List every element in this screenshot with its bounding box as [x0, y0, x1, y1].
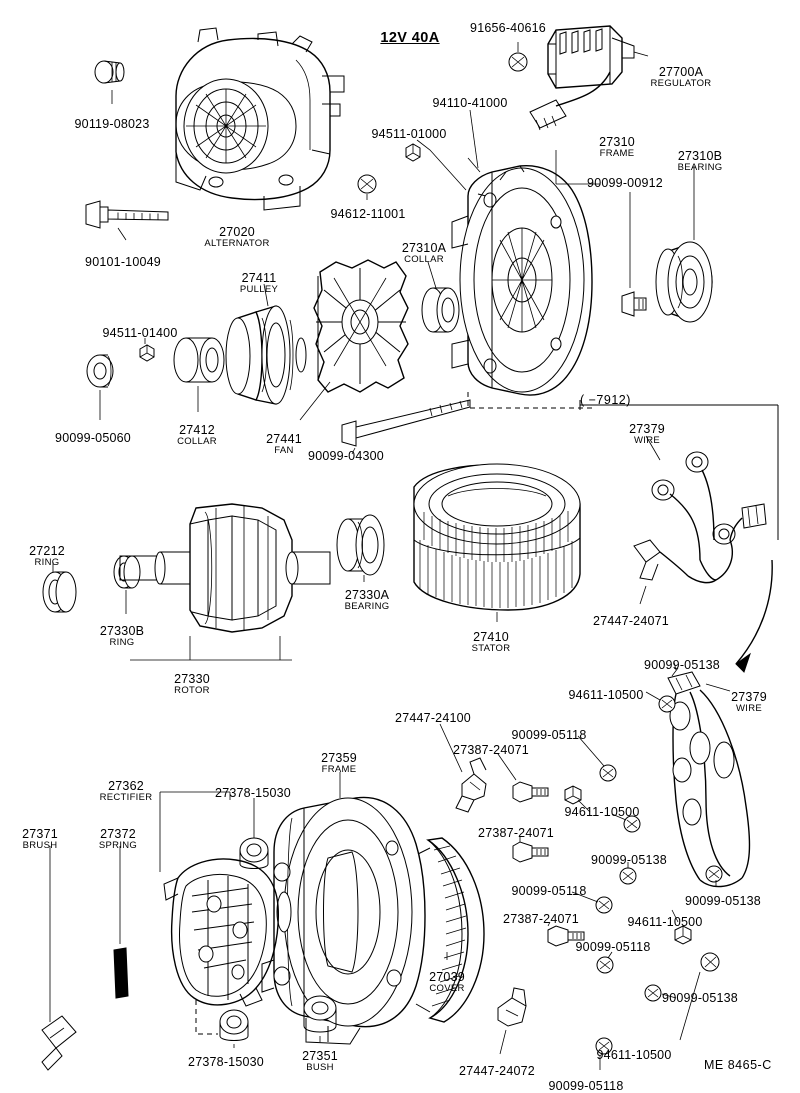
part-27379-wire-upper [634, 452, 766, 583]
part-name: FRAME [599, 148, 635, 159]
part-number: 94611-10500 [568, 688, 644, 702]
part-number: 90099-05118 [575, 940, 651, 954]
part-label-94511-01000 [372, 128, 447, 140]
part-number: 94110-41000 [432, 96, 508, 110]
part-27310A-collar [422, 288, 459, 332]
part-label-90099-04300 [308, 450, 384, 462]
part-number: 27371 [22, 827, 58, 841]
part-label-27379 [629, 423, 665, 446]
part-name: FRAME [321, 764, 357, 775]
part-name: SPRING [98, 840, 138, 851]
part-27447-24100 [456, 758, 486, 812]
part-27310-frame [452, 166, 592, 395]
part-name: ROTOR [174, 685, 210, 696]
part-27412-collar [174, 338, 224, 382]
part-94511-01000 [406, 144, 420, 161]
part-label-90099-05138 [662, 992, 738, 1004]
part-number: 90099-05118 [511, 884, 587, 898]
part-label-90099-05118 [549, 1080, 624, 1092]
part-27700A-regulator [530, 26, 634, 130]
part-number: 27310A [401, 241, 447, 255]
part-number: 27310 [599, 135, 635, 149]
part-name: WIRE [633, 435, 661, 446]
part-name: WIRE [735, 703, 763, 714]
part-number: 90099-05138 [662, 991, 738, 1005]
part-94511-01400 [140, 345, 154, 361]
part-label-27410 [472, 631, 511, 654]
part-number: 90099-05118 [511, 728, 587, 742]
part-number: 27378-15030 [188, 1055, 264, 1069]
part-label-90099-05118 [576, 941, 651, 953]
part-label-27330a [345, 589, 390, 612]
part-number: 27700A [658, 65, 704, 79]
part-number: 90101-10049 [85, 255, 161, 269]
part-27330-rotor [120, 504, 330, 632]
part-number: 90099-05138 [685, 894, 761, 908]
part-label-27387-24071 [478, 827, 554, 839]
part-name: RECTIFIER [99, 792, 153, 803]
part-number: 27387-24071 [453, 743, 529, 757]
part-number: 27410 [473, 630, 509, 644]
part-number: 90099-04300 [308, 449, 384, 463]
part-27359-frame [262, 797, 425, 1044]
part-number: 27379 [731, 690, 767, 704]
diagram-title: 12V 40A [380, 30, 440, 46]
part-label-90099-05138 [644, 659, 720, 671]
part-label-90099-05138 [685, 895, 761, 907]
part-label-27411 [240, 272, 278, 295]
part-27330B-ring [114, 556, 140, 588]
part-27371-brush [42, 1016, 76, 1070]
part-label-27372 [99, 828, 137, 851]
part-label-27700a [651, 66, 712, 89]
part-number: 90099-00912 [587, 176, 663, 190]
part-number: 27351 [302, 1049, 338, 1063]
part-27212-ring [43, 572, 76, 612]
part-label-90101-10049 [85, 256, 161, 268]
part-27410-stator [414, 464, 580, 610]
part-name: BEARING [677, 162, 723, 173]
part-number: 27212 [29, 544, 65, 558]
part-label-27351 [302, 1050, 338, 1073]
part-name: COLLAR [177, 436, 217, 447]
part-number: 27447-24071 [593, 614, 669, 628]
part-label-27441 [266, 433, 302, 456]
part-number: 27359 [321, 751, 357, 765]
part-90099-04300 [342, 400, 470, 446]
part-27020-alternator [176, 28, 344, 210]
part-label-90099-05060 [55, 432, 131, 444]
part-name: BUSH [306, 1062, 334, 1073]
part-number: 90099-05060 [55, 431, 131, 445]
part-number: 27378-15030 [215, 786, 291, 800]
part-label-27212 [29, 545, 65, 568]
part-name: REGULATOR [650, 78, 712, 89]
part-name: RING [109, 637, 135, 648]
part-number: 27447-24072 [459, 1064, 535, 1078]
part-label-94611-10500 [628, 916, 703, 928]
part-number: 91656-40616 [470, 21, 546, 35]
part-27378-15030-upper [240, 838, 268, 869]
part-27362-rectifier [164, 859, 278, 1006]
part-number: 27362 [108, 779, 144, 793]
part-name: BRUSH [22, 840, 58, 851]
part-27372-spring [114, 948, 128, 998]
part-number: 27372 [100, 827, 136, 841]
part-label-27387-24071 [503, 913, 579, 925]
part-27447-24072 [498, 988, 526, 1026]
part-number: 27330A [344, 588, 390, 602]
part-90101-10049 [86, 201, 168, 228]
part-label-27379 [731, 691, 767, 714]
part-label-90099-05118 [512, 885, 587, 897]
part-number: 90119-08023 [74, 117, 150, 131]
part-number: 27020 [219, 225, 255, 239]
part-27351-bush [304, 996, 336, 1032]
part-label-27362 [100, 780, 153, 803]
part-94612-11001 [358, 175, 376, 193]
part-label-27447-24071 [593, 615, 669, 627]
part-label-27310a [402, 242, 446, 265]
part-number: 90099-05118 [548, 1079, 624, 1093]
part-90119-08023 [95, 61, 124, 83]
part-label-90099-05138 [591, 854, 667, 866]
part-label-90099-05118 [512, 729, 587, 741]
part-number: 27441 [266, 432, 302, 446]
part-27378-15030-lower [220, 1010, 248, 1041]
part-number: 94611-10500 [596, 1048, 672, 1062]
part-label-27371 [22, 828, 58, 851]
part-label-94611-10500 [565, 806, 640, 818]
part-90099-00912 [622, 292, 646, 316]
part-name: FAN [274, 445, 294, 456]
part-91656-40616 [509, 53, 527, 71]
part-name: COVER [429, 983, 465, 994]
part-label-27359 [321, 752, 357, 775]
part-name: RING [34, 557, 60, 568]
part-label-27310b [678, 150, 723, 173]
part-27330A-bearing [337, 515, 384, 575]
part-label-27387-24071 [453, 744, 529, 756]
part-number: 94612-11001 [330, 207, 406, 221]
part-number: 94511-01000 [371, 127, 447, 141]
part-27411-pulley [226, 306, 306, 404]
part-label-90099-00912 [587, 177, 663, 189]
part-label-27378-15030 [215, 787, 291, 799]
part-name: BEARING [344, 601, 390, 612]
part-label-94110-41000 [433, 97, 508, 109]
part-name: ALTERNATOR [204, 238, 270, 249]
part-number: 94511-01400 [102, 326, 178, 340]
part-number: 27039 [429, 970, 465, 984]
part-label-27310 [599, 136, 635, 159]
part-label-94511-01400 [103, 327, 178, 339]
part-label-27020 [204, 226, 269, 249]
part-label-91656-40616 [470, 22, 546, 34]
part-label-27330 [174, 673, 210, 696]
part-label-27330b [100, 625, 144, 648]
part-number: 27330B [99, 624, 145, 638]
part-label-27039 [429, 971, 465, 994]
part-label-94611-10500 [597, 1049, 672, 1061]
part-number: 27412 [179, 423, 215, 437]
part-number: 27310B [677, 149, 723, 163]
part-27310B-bearing [656, 242, 712, 322]
part-label-90119-08023 [75, 118, 150, 130]
part-number: 94611-10500 [564, 805, 640, 819]
part-27039-cover [416, 838, 484, 1022]
part-number: 27411 [241, 271, 277, 285]
part-90099-05060 [87, 355, 113, 387]
part-label-27447-24100 [395, 712, 471, 724]
part-27441-fan [314, 260, 408, 392]
part-number: 90099-05138 [644, 658, 720, 672]
part-number: 27379 [629, 422, 665, 436]
part-name: PULLEY [239, 284, 279, 295]
part-number: 27447-24100 [395, 711, 471, 725]
footer-code: ME 8465-C [704, 1058, 772, 1072]
part-number: 27387-24071 [503, 912, 579, 926]
part-label-27378-15030 [188, 1056, 264, 1068]
part-number: 27387-24071 [478, 826, 554, 840]
part-name: COLLAR [404, 254, 444, 265]
part-number: 90099-05138 [591, 853, 667, 867]
part-label-27412 [177, 424, 217, 447]
part-label-27447-24072 [459, 1065, 535, 1077]
group-note: ( −7912) [580, 393, 631, 407]
part-number: 27330 [174, 672, 210, 686]
part-label-94612-11001 [331, 208, 406, 220]
part-label-94611-10500 [569, 689, 644, 701]
part-name: STATOR [471, 643, 511, 654]
part-number: 94611-10500 [627, 915, 703, 929]
